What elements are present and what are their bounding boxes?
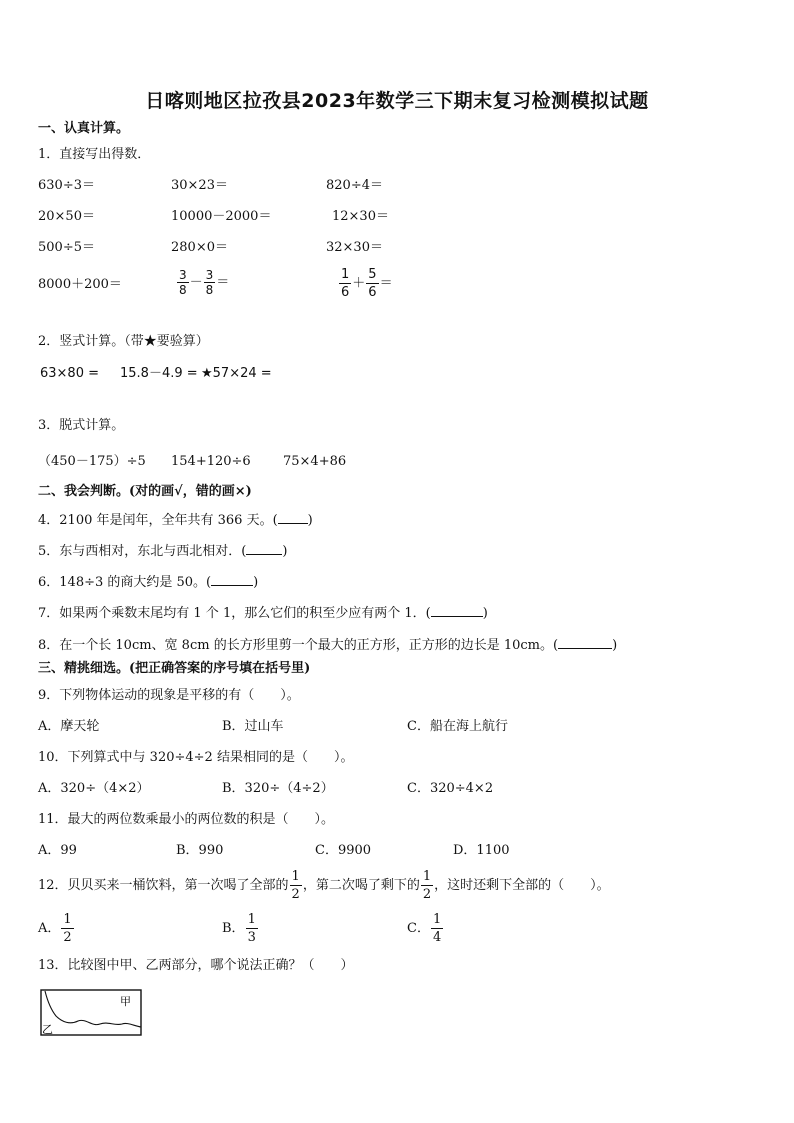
label-jia: 甲	[120, 995, 131, 1008]
fraction: $\frac{3}{8}$	[205, 268, 214, 297]
q3-item-3: 75×4+86	[283, 454, 347, 469]
fraction: $\frac{1}{2}$	[63, 912, 72, 945]
q5: 5．东与西相对，东北与西北相对．( )	[38, 544, 288, 559]
q2-item-2: 15.8－4.9 =	[120, 366, 198, 381]
q1-r2-c1: 20×50＝	[38, 209, 95, 224]
answer-blank[interactable]	[211, 573, 253, 586]
q12-option-c[interactable]: C． $\frac{1}{4}$	[407, 912, 442, 945]
q1-label: 1．直接写出得数．	[38, 147, 151, 162]
q3-label: 3．脱式计算。	[38, 418, 125, 433]
answer-blank[interactable]	[558, 636, 612, 649]
region-diagram	[40, 989, 142, 1036]
q4: 4．2100 年是闰年，全年共有 366 天。( )	[38, 513, 313, 528]
q12-option-b[interactable]: B． $\frac{1}{3}$	[222, 912, 256, 945]
fraction: $\frac{1}{4}$	[432, 912, 442, 945]
q11-option-b[interactable]: B．990	[176, 843, 224, 858]
answer-blank[interactable]	[246, 542, 282, 555]
q10-option-b[interactable]: B．320÷（4÷2）	[222, 781, 334, 796]
page-title: 日喀则地区拉孜县2023年数学三下期末复习检测模拟试题	[145, 90, 649, 112]
q9-option-b[interactable]: B．过山车	[222, 719, 284, 734]
q3-item-1: （450－175）÷5	[38, 454, 146, 469]
q1-r1-c3: 820÷4＝	[326, 178, 383, 193]
q1-r3-c3: 32×30＝	[326, 240, 383, 255]
q7: 7．如果两个乘数末尾均有 1 个 1，那么它们的积至少应有两个 1．( )	[38, 606, 488, 621]
q1-r3-c2: 280×0＝	[171, 240, 228, 255]
label-yi: 乙	[42, 1023, 53, 1036]
q1-r2-c3: 12×30＝	[332, 209, 389, 224]
section-3-heading: 三、精挑细选。(把正确答案的序号填在括号里)	[38, 661, 311, 676]
answer-blank[interactable]	[278, 511, 308, 524]
q10-option-c[interactable]: C．320÷4×2	[407, 781, 494, 796]
q2-item-1: 63×80 =	[40, 366, 100, 381]
q12-option-a[interactable]: A． $\frac{1}{2}$	[38, 912, 72, 945]
q1-r4-c1: 8000＋200＝	[38, 277, 122, 292]
q12-stem: 12．贝贝买来一桶饮料，第一次喝了全部的 $\frac{1}{2}$ ，第二次喝了剩下的 $\frac{1}{2}$ ，这时还剩下全部的（ ）。	[38, 869, 610, 902]
q3-item-2: 154+120÷6	[171, 454, 251, 469]
q9-option-a[interactable]: A．摩天轮	[38, 719, 100, 734]
fraction: $\frac{3}{8}$	[179, 268, 187, 297]
q11-option-d[interactable]: D．1100	[453, 843, 510, 858]
fraction: $\frac{1}{6}$	[341, 267, 350, 300]
q13-stem: 13．比较图中甲、乙两部分，哪个说法正确？（ ）	[38, 958, 354, 973]
q6: 6．148÷3 的商大约是 50。( )	[38, 575, 259, 590]
answer-blank[interactable]	[431, 604, 483, 617]
q2-item-3: ★57×24 =	[201, 366, 272, 381]
fraction: $\frac{1}{2}$	[291, 869, 300, 902]
q1-r3-c1: 500÷5＝	[38, 240, 95, 255]
q11-option-a[interactable]: A．99	[38, 843, 77, 858]
q9-stem: 9．下列物体运动的现象是平移的有（ ）。	[38, 688, 300, 703]
section-2-heading: 二、我会判断。(对的画√，错的画×)	[38, 484, 252, 499]
q10-option-a[interactable]: A．320÷（4×2）	[38, 781, 150, 796]
q11-stem: 11．最大的两位数乘最小的两位数的积是（ ）。	[38, 812, 335, 827]
q2-label: 2．竖式计算。（带★要验算）	[38, 334, 209, 349]
q9-option-c[interactable]: C．船在海上航行	[407, 719, 508, 734]
fraction: $\frac{5}{6}$	[368, 267, 377, 300]
q13-figure	[40, 989, 142, 1036]
q11-option-c[interactable]: C．9900	[315, 843, 372, 858]
q1-r2-c2: 10000－2000＝	[171, 209, 272, 224]
fraction: $\frac{1}{3}$	[247, 912, 256, 945]
q1-r1-c1: 630÷3＝	[38, 178, 95, 193]
q1-r4-c3: $\frac{1}{6}$ ＋ $\frac{5}{6}$ ＝	[341, 267, 393, 300]
q10-stem: 10．下列算式中与 320÷4÷2 结果相同的是（ ）。	[38, 750, 354, 765]
section-1-heading: 一、认真计算。	[38, 121, 130, 136]
fraction: $\frac{1}{2}$	[422, 869, 432, 902]
q1-r4-c2: $\frac{3}{8}$ － $\frac{3}{8}$ ＝	[179, 268, 230, 297]
q1-r1-c2: 30×23＝	[171, 178, 228, 193]
q8: 8．在一个长 10cm、宽 8cm 的长方形里剪一个最大的正方形，正方形的边长是 10cm。( )	[38, 638, 618, 653]
